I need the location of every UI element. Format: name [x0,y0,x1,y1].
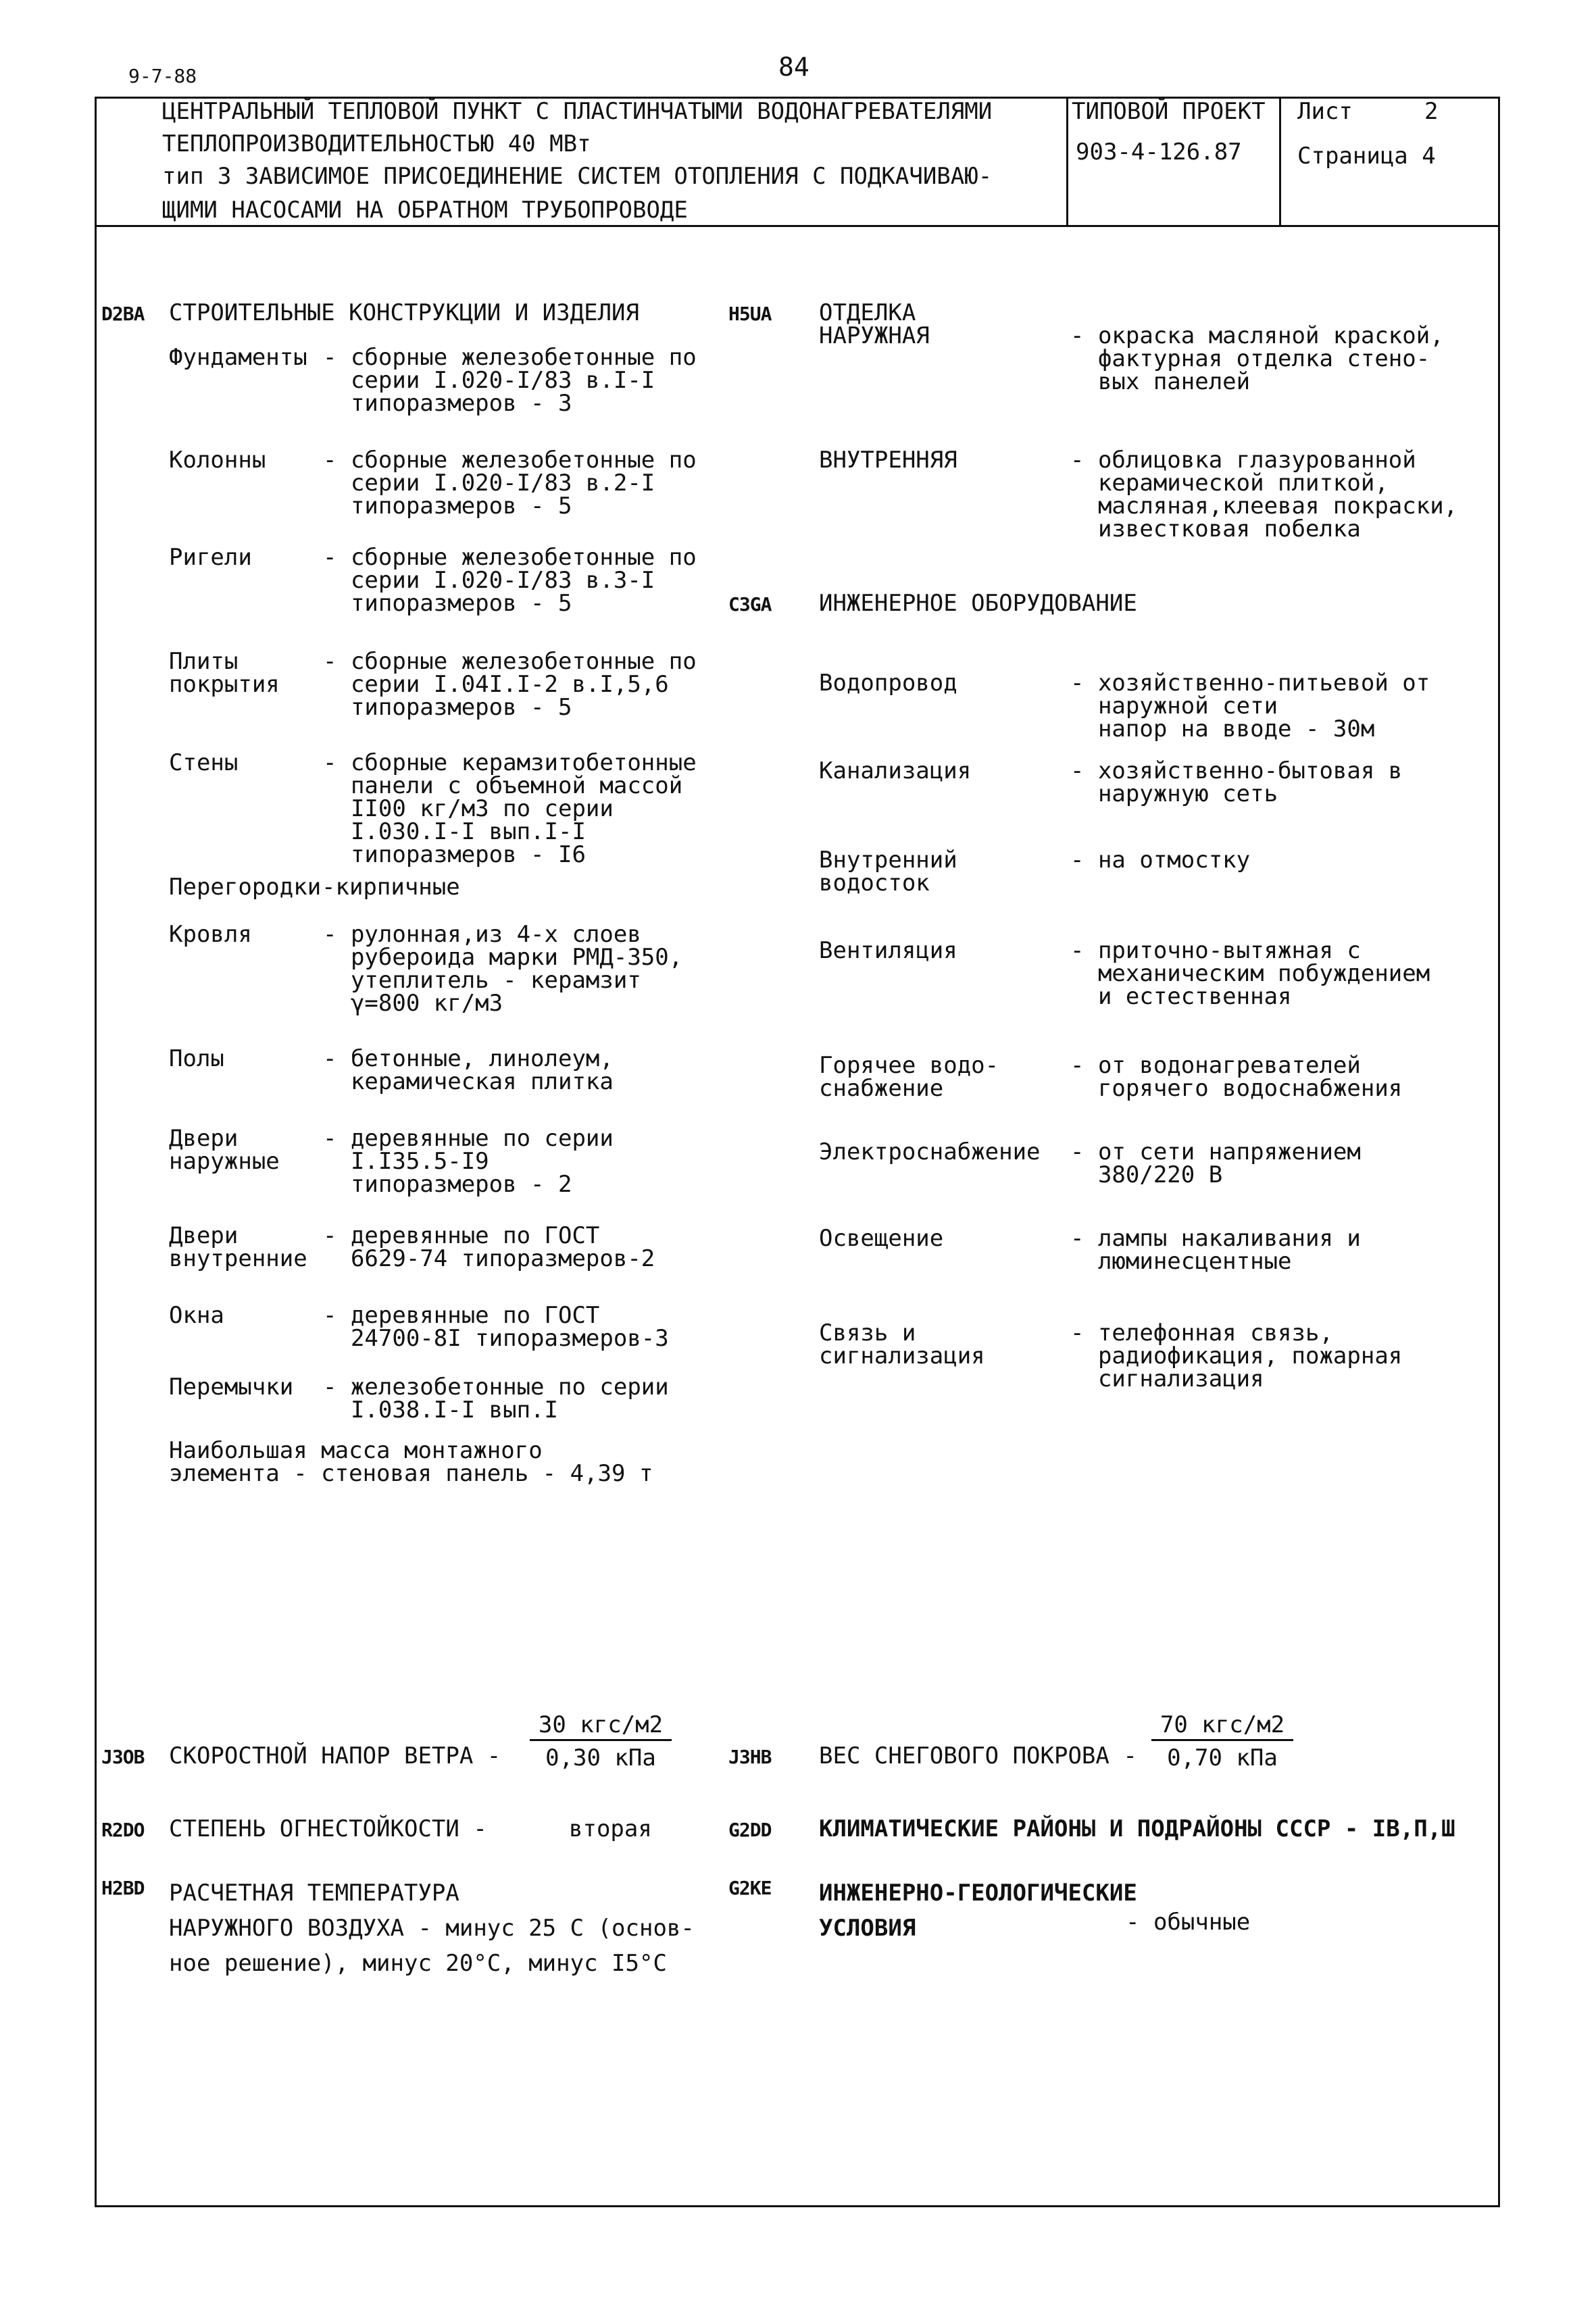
title-line-3: тип 3 ЗАВИСИМОЕ ПРИСОЕДИНЕНИЕ СИСТЕМ ОТОПЛЕНИЯ С ПОДКАЧИВАЮ- [162,163,993,190]
eng-label-power: Электроснабжение [819,1138,1041,1165]
item-value-roofing: - рулонная,из 4-х слоев рубероида марки РМД-350, утеплитель - керамзит γ=800 кг/м3 [323,921,683,1017]
eng-value-drain: - на отмостку [1070,847,1251,874]
code-fire: R2DO [101,1819,145,1841]
item-value-lintels: - железобетонные по серии I.038.I-I вып.I [323,1374,669,1424]
item-label-foundations: Фундаменты [169,344,307,371]
code-geology: G2KE [728,1877,772,1899]
item-label-columns: Колонны [169,447,266,474]
eng-label-lighting: Освещение [819,1225,944,1252]
item-value-beams: - сборные железобетонные по серии I.020-I/83 в.3-I типоразмеров - 5 [323,544,697,617]
snow-label: ВЕС СНЕГОВОГО ПОКРОВА - [819,1742,1137,1769]
section-code-finish: H5UA [728,303,772,325]
climate-text: КЛИМАТИЧЕСКИЕ РАЙОНЫ И ПОДРАЙОНЫ СССР - IB,П,Ш [819,1815,1455,1842]
date-code: 9-7-88 [128,65,197,87]
snow-value-kpa: 0,70 кПа [1167,1744,1278,1771]
project-label: ТИПОВОЙ ПРОЕКТ [1072,98,1266,125]
section-code-engineering: C3GA [728,593,772,615]
item-label-outer-doors: Двери наружные [169,1125,280,1175]
title-block-divider-1 [1066,97,1068,225]
title-line-1: ЦЕНТРАЛЬНЫЙ ТЕПЛОВОЙ ПУНКТ С ПЛАСТИНЧАТЫМИ ВОДОНАГРЕВАТЕЛЯМИ [162,98,993,125]
eng-value-lighting: - лампы накаливания и люминесцентные [1070,1225,1361,1275]
item-value-foundations: - сборные железобетонные по серии I.020-I/83 в.I-I типоразмеров - 3 [323,344,697,417]
finish-inner-label: ВНУТРЕННЯЯ [819,447,957,474]
eng-value-sewer: - хозяйственно-бытовая в наружную сеть [1070,757,1403,807]
eng-value-water: - хозяйственно-питьевой от наружной сети напор на вводе - 30м [1070,670,1430,743]
item-label-partitions: Перегородки [169,874,322,901]
code-temperature: H2BD [101,1877,145,1899]
title-block-bottom-line [95,225,1500,227]
title-line-4: ЩИМИ НАСОСАМИ НА ОБРАТНОМ ТРУБОПРОВОДЕ [162,197,688,224]
project-number: 903-4-126.87 [1076,139,1242,166]
finish-inner-value: - облицовка глазурованной керамической плиткой, масляная,клеевая покраски, известковая побелка [1070,447,1458,543]
item-value-walls: - сборные керамзитобетонные панели с объемной массой II00 кг/м3 по серии I.030.I-I вып.I-I типоразмеров - I6 [323,749,697,868]
eng-label-hot-water: Горячее водо- снабжение [819,1052,999,1102]
title-line-2: ТЕПЛОПРОИЗВОДИТЕЛЬНОСТЬЮ 40 МВт [162,130,591,157]
code-snow: J3HB [728,1746,772,1768]
eng-value-power: - от сети напряжением 380/220 В [1070,1138,1361,1188]
item-value-partitions: -кирпичные [322,874,460,901]
page-label: Страница 4 [1297,143,1436,170]
wind-value-kgs: 30 кгс/м2 [530,1713,672,1741]
finish-outer-value: - окраска масляной краской, фактурная отделка стено- вых панелей [1070,322,1444,395]
item-value-inner-doors: - деревянные по ГОСТ 6629-74 типоразмеров-2 [323,1222,655,1272]
item-label-floors: Полы [169,1045,224,1072]
item-label-roofing: Кровля [169,921,252,948]
item-value-floors: - бетонные, линолеум, керамическая плитка [323,1045,614,1095]
fire-label: СТЕПЕНЬ ОГНЕСТОЙКОСТИ - [169,1815,487,1842]
item-value-columns: - сборные железобетонные по серии I.020-I/83 в.2-I типоразмеров - 5 [323,447,697,520]
section-heading-engineering: ИНЖЕНЕРНОЕ ОБОРУДОВАНИЕ [819,590,1137,617]
item-value-windows: - деревянные по ГОСТ 24700-8I типоразмеров-3 [323,1302,669,1352]
eng-value-hot-water: - от водонагревателей горячего водоснабжения [1070,1052,1403,1102]
section-code-construction: D2BA [101,303,145,325]
fire-value: вторая [569,1815,652,1842]
eng-value-communications: - телефонная связь, радиофикация, пожарная сигнализация [1070,1319,1403,1392]
snow-value-kgs: 70 кгс/м2 [1151,1713,1293,1741]
item-value-outer-doors: - деревянные по серии I.I35.5-I9 типоразмеров - 2 [323,1125,614,1198]
item-label-windows: Окна [169,1302,224,1329]
item-label-inner-doors: Двери внутренние [169,1222,307,1272]
wind-value-kpa: 0,30 кПа [545,1744,656,1771]
section-heading-construction: СТРОИТЕЛЬНЫЕ КОНСТРУКЦИИ И ИЗДЕЛИЯ [169,299,639,326]
item-value-roof-slabs: - сборные железобетонные по серии I.04I.I-2 в.I,5,6 типоразмеров - 5 [323,648,697,721]
item-label-lintels: Перемычки [169,1374,294,1401]
item-label-roof-slabs: Плиты покрытия [169,648,280,698]
code-wind: J3OB [101,1746,145,1768]
geology-value: - обычные [1126,1909,1251,1936]
wind-fraction [530,1713,672,1769]
code-climate: G2DD [728,1819,772,1841]
max-mass-note: Наибольшая масса монтажного элемента - стеновая панель - 4,39 т [169,1437,653,1487]
eng-value-ventilation: - приточно-вытяжная с механическим побуждением и естественная [1070,937,1430,1010]
snow-fraction [1151,1713,1293,1769]
item-label-walls: Стены [169,749,239,776]
wind-label: СКОРОСТНОЙ НАПОР ВЕТРА - [169,1742,501,1769]
geology-label: ИНЖЕНЕРНО-ГЕОЛОГИЧЕСКИЕ УСЛОВИЯ [819,1880,1137,1942]
section-heading-finish: ОТДЕЛКА НАРУЖНАЯ [819,299,930,349]
sheet-label: Лист [1297,98,1353,125]
eng-label-drain: Внутренний водосток [819,847,957,897]
title-block-divider-2 [1279,97,1281,225]
eng-label-communications: Связь и сигнализация [819,1319,985,1369]
eng-label-water: Водопровод [819,670,957,697]
sheet-number: 2 [1424,98,1439,125]
page-number: 84 [778,52,809,82]
item-label-beams: Ригели [169,544,252,571]
eng-label-ventilation: Вентиляция [819,937,957,964]
temperature-text: РАСЧЕТНАЯ ТЕМПЕРАТУРА НАРУЖНОГО ВОЗДУХА - минус 25 С (основ- ное решение), минус 20°С, минус I5°С [169,1880,695,1977]
eng-label-sewer: Канализация [819,757,972,784]
